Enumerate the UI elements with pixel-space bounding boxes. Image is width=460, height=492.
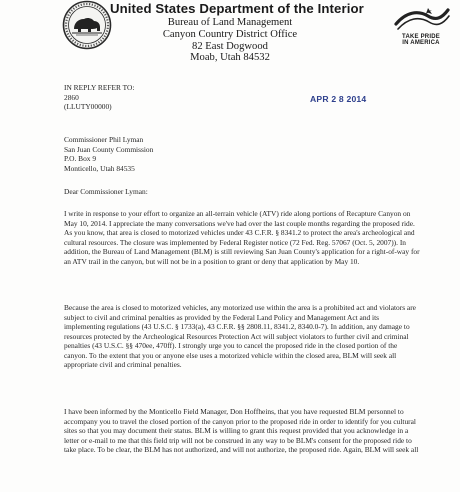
body-paragraph-1: [64, 209, 420, 266]
department-seal-icon: [62, 0, 112, 50]
body-paragraph-3: [64, 407, 420, 455]
pride-line-2: IN AMERICA: [402, 40, 440, 47]
reference-label: IN REPLY REFER TO:: [64, 83, 135, 92]
recipient-org: San Juan County Commission: [64, 144, 154, 154]
paragraph-text: I have been informed by the Monticello Field Manager, Don Hoffheins, that you have requested BLM personnel to accompany you to travel the closed portion of the canyon prior to the proposed ride in order to identify for you cultural sites so that you may document their status. BLM is willing to grant this request provided that you acknowledge in a letter or e-mail to me that this field trip will not be construed in any way to be BLM's consent for the proposed ride to take place. To be clear, the BLM has not authorized, and will not authorize, the proposed ride. Again, BLM will seek all: [64, 407, 419, 455]
recipient-name: Commissioner Phil Lyman: [64, 135, 144, 144]
pride-line-1: TAKE PRIDE: [402, 34, 440, 40]
office-street: 82 East Dogwood: [192, 40, 268, 52]
recipient-box: P.O. Box 9: [64, 154, 97, 164]
bureau-name: Bureau of Land Management: [167, 16, 293, 28]
office-city: Moab, Utah 84532: [190, 52, 270, 64]
body-paragraph-2: [64, 303, 420, 370]
take-pride-logo: [388, 4, 454, 52]
paragraph-text: Because the area is closed to motorized vehicles, any motorized use within the area is a prohibited act and violators are subject to civil and criminal penalties as provided by the Federal Land Policy and Management Act and its implementing regulations (43 U.S.C. § 1733(a), 43 C.F.R. §§ 2808.11, 8341.2, 8340.0-7). In addition, any damage to resources protected by the Archeological Resources Protection Act will subject violators to further civil and criminal penalties (43 U.S.C. §§ 470ee, 470ff). I strongly urge you to cancel the proposed ride in the closed portion of the canyon. To the extent that you or anyone else uses a motorized vehicle within the closed area, BLM will seek all appropriate civil and criminal penalties.: [64, 303, 416, 370]
reference-code: 2860: [64, 92, 79, 102]
date-stamp: APR 2 8 2014: [310, 94, 367, 104]
recipient-address: [64, 135, 420, 173]
paragraph-text: I write in response to your effort to organize an all-terrain vehicle (ATV) ride along portions of Recapture Canyon on May 10, 2014. I appreciate the many conversations we've had over the last couple months regarding the proposed ride. As you know, that area is closed to motorized vehicles under 43 C.F.R. § 8341.2 to protect the area's archeological and cultural resources. The closure was implemented by Federal Register notice (72 Fed. Reg. 57067 (Oct. 5, 2007)). In addition, the Bureau of Land Management (BLM) is still reviewing San Juan County's application for a right-of-way for an ATV trail in the canyon, but will not be in a position to grant or deny that application by May 10.: [64, 209, 420, 266]
salutation: Dear Commissioner Lyman:: [64, 187, 148, 196]
reference-block: [64, 83, 420, 112]
letterhead: [110, 1, 364, 64]
flag-ribbon-icon: [388, 4, 454, 34]
reference-id: (LLUTY00000): [64, 102, 112, 112]
recipient-city: Monticello, Utah 84535: [64, 163, 135, 173]
department-name: United States Department of the Interior: [110, 1, 364, 16]
office-name: Canyon Country District Office: [162, 28, 298, 40]
